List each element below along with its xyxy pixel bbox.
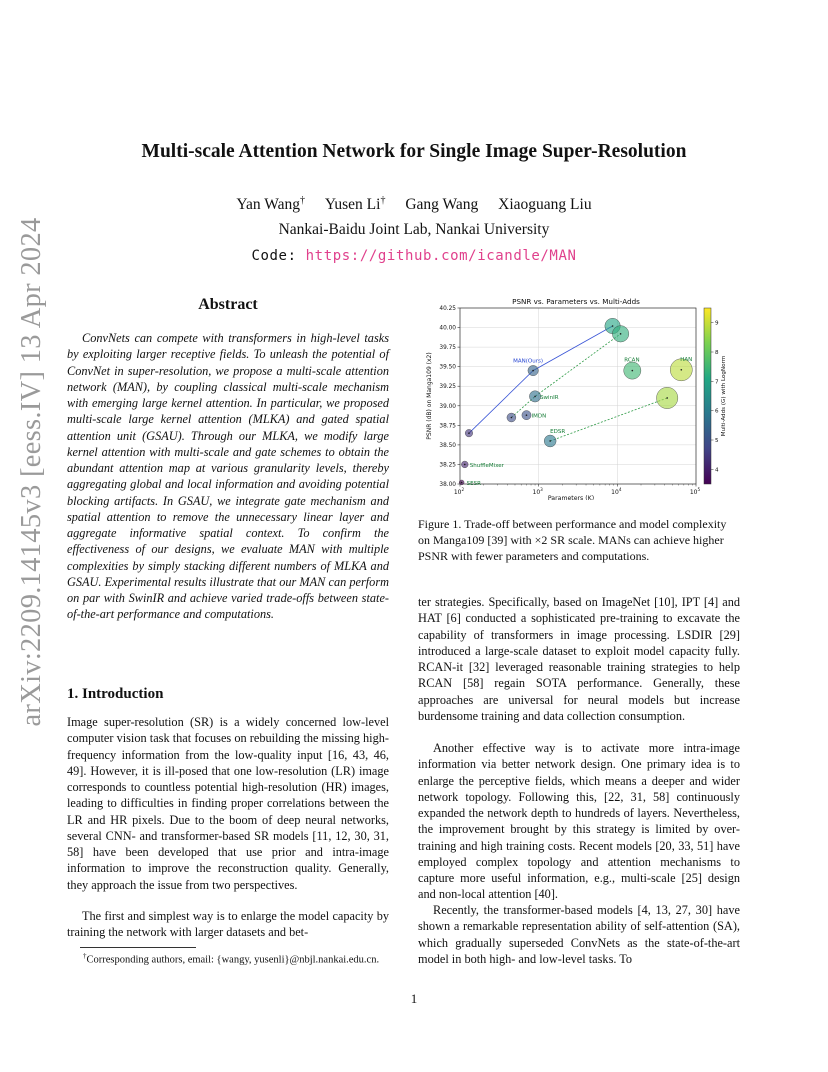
y-tick-label: 38.50 [439, 442, 456, 449]
author-name: Xiaoguang Liu [498, 196, 592, 214]
data-point-center [534, 396, 536, 398]
colorbar-ticks [711, 321, 719, 474]
body-paragraph: The first and simplest way is to enlarge the model capacity by training the network with larger datasets and bet- [67, 909, 389, 940]
colorbar-tick-label: 8 [715, 350, 719, 356]
data-point-center [461, 482, 463, 484]
colorbar-tick-label: 7 [715, 379, 719, 386]
x-tick-label: $10^2$ [453, 487, 465, 496]
figure-caption: Figure 1. Trade-off between performance and model complexity on Manga109 [39] with ×2 SR scale. MANs can achieve higher PSNR with fewer parameters and computations. [418, 517, 727, 563]
footnote-text: Corresponding authors, email: {wangy, yusenli}@nbjl.nankai.edu.cn. [86, 954, 380, 966]
colorbar-label: Multi-Adds (G) with LogNorm [721, 355, 727, 437]
data-point-center [680, 369, 682, 371]
footnote-mark: † [83, 952, 87, 960]
abstract-body: ConvNets can compete with transformers in high-level tasks by exploiting larger receptive fields. To unleash the potential of ConvNet in super-resolution, we propose a multi-scale attention network (MAN), by coupling classical multi-scale mechanism with emerging large kernel attention. In particular, we proposed multi-scale large kernel attention (MLKA) and gated spatial attention unit (GSAU). Through our MLKA, we modify large kernel attention with multi-scale and gate schemes to obtain the abundant attention map at various granularity levels, thereby aggregating global and local information and avoiding potential blocking artifacts. In GSAU, we integrate gate mechanism and spatial attention to remove the unnecessary linear layer and aggregate informative spatial context. To confirm the effectiveness of our designs, we evaluate MAN with multiple complexities by simply stacking different numbers of MLKA and GSAU. Experimental results illustrate that our MAN can perform on par with SwinIR and achieve varied trade-offs between state-of-the-art performance and computations. [67, 331, 389, 622]
point-label: MAN(Ours) [513, 358, 543, 365]
arxiv-identifier: arXiv:2209.14145v3 [eess.IV] 13 Apr 2024 [16, 217, 47, 727]
author-list [0, 195, 828, 214]
figure [408, 294, 728, 500]
body-paragraph: Another effective way is to activate more intra-image information via better network design. One primary idea is to enlarge the perceptive fields, which means a deeper and wider network topology. Following this, [22, 31, 58] continuously expanded the network depth to hundreds of layers. Nevertheless, the improvement brought by this strategy is limited by over-training and high training costs. Recent models [20, 33, 51] have employed complex topology and attention mechanisms to capture more useful information, e.g., multi-scale [25] design and non-local attention [40]. [418, 741, 740, 902]
y-tick-label: 39.50 [439, 364, 456, 371]
author-mark: † [380, 195, 386, 206]
author [405, 196, 478, 213]
author [325, 196, 386, 213]
body-paragraph: Recently, the transformer-based models [4, 13, 27, 30] have shown a remarkable representation ability of self-attention (SA), which gradually superseded ConvNets as the state-of-the-art model in both high- and low-level tasks. To [418, 903, 740, 966]
data-point-center [666, 397, 668, 399]
y-ticks [439, 306, 460, 488]
data-point-center [620, 333, 622, 335]
author-name: Yan Wang [236, 196, 301, 214]
y-tick-label: 39.00 [439, 403, 456, 410]
affiliation: Nankai-Baidu Joint Lab, Nankai University [278, 221, 550, 238]
colorbar-tick-label: 5 [715, 438, 719, 444]
data-point-center [468, 432, 470, 434]
point-label: SESR [466, 480, 481, 487]
x-axis-label: Parameters (K) [547, 495, 595, 500]
colorbar-tick-label: 4 [715, 467, 719, 474]
y-tick-label: 38.00 [439, 482, 456, 488]
body-paragraph: Image super-resolution (SR) is a widely concerned low-level computer vision task that focuses on rebuilding the missing high-frequency information from the low-quality input [16, 43, 46, 49]. However, it is ill-posed that one low-resolution (LR) image corresponds to countless potential high-resolution (HR) images, leading to difficulties in finding proper correlations between the LR and HR pixels. Due to the boom of deep neural networks, several CNN- and transformer-based SR models [11, 12, 30, 31, 58] have been developed that use prior and intra-image information to improve the reconstruction quality. Generally, they approach the issue from two perspectives. [67, 715, 389, 892]
data-point-center [612, 325, 614, 327]
data-point-center [532, 370, 534, 372]
y-tick-label: 40.25 [439, 306, 456, 312]
colorbar [704, 308, 711, 484]
data-point-center [526, 414, 528, 416]
point-label: EDSR [550, 428, 566, 435]
author [498, 196, 591, 213]
x-tick-label: $10^3$ [532, 487, 543, 496]
chart-title: PSNR vs. Parameters vs. Multi-Adds [512, 297, 640, 306]
x-tick-label: $10^5$ [689, 487, 701, 496]
code-label: Code: [251, 248, 297, 264]
code-link[interactable]: https://github.com/icandle/MAN [305, 248, 577, 264]
y-tick-label: 39.25 [439, 384, 456, 391]
colorbar-tick-label: 9 [715, 320, 719, 327]
data-points [459, 318, 692, 487]
y-tick-label: 38.75 [439, 423, 456, 430]
page-number: 1 [410, 991, 418, 1006]
section-heading: 1. Introduction [67, 686, 164, 702]
y-tick-label: 40.00 [439, 325, 456, 332]
colorbar-tick-label: 6 [715, 408, 719, 415]
y-tick-label: 39.75 [439, 345, 456, 352]
body-paragraph: ter strategies. Specifically, based on ImageNet [10], IPT [4] and HAT [6] conducted a sophisticated pre-training to excavate the capability of transformers in image processing. LSDIR [29] introduced a large-scale dataset to exploit model capacity fully. RCAN-it [32] leveraged reasonable training strategies to help RCAN [58] regain SOTA performance. Generally, these approaches are universal for neural models but increase burdensome training and data collection consumption. [418, 595, 740, 723]
footnote-rule [80, 947, 196, 948]
point-label: HAN [680, 356, 693, 363]
author [236, 196, 305, 213]
arxiv-stamp [0, 217, 64, 727]
x-tick-label: $10^4$ [611, 487, 622, 496]
series-lines [469, 326, 667, 441]
point-label: SwinIR [540, 394, 559, 401]
y-axis-label: PSNR (dB) on Manga109 (x2) [426, 352, 433, 440]
author-name: Gang Wang [405, 196, 479, 214]
psnr-scatter-chart [408, 294, 728, 500]
data-point-center [549, 440, 551, 442]
code-line [0, 248, 828, 264]
author-mark: † [300, 195, 306, 206]
data-point-center [511, 417, 513, 419]
y-tick-label: 38.25 [439, 462, 456, 469]
abstract-heading: Abstract [198, 296, 258, 313]
series-line [550, 398, 667, 441]
data-point-center [632, 370, 634, 372]
author-name: Yusen Li [324, 196, 381, 214]
paper-title: Multi-scale Attention Network for Single Image Super-Resolution [141, 141, 687, 162]
data-point-center [464, 464, 466, 466]
point-label: IMDN [531, 413, 547, 420]
point-label: RCAN [624, 357, 640, 364]
footnote [67, 952, 407, 966]
point-label: ShuffleMixer [469, 462, 504, 469]
